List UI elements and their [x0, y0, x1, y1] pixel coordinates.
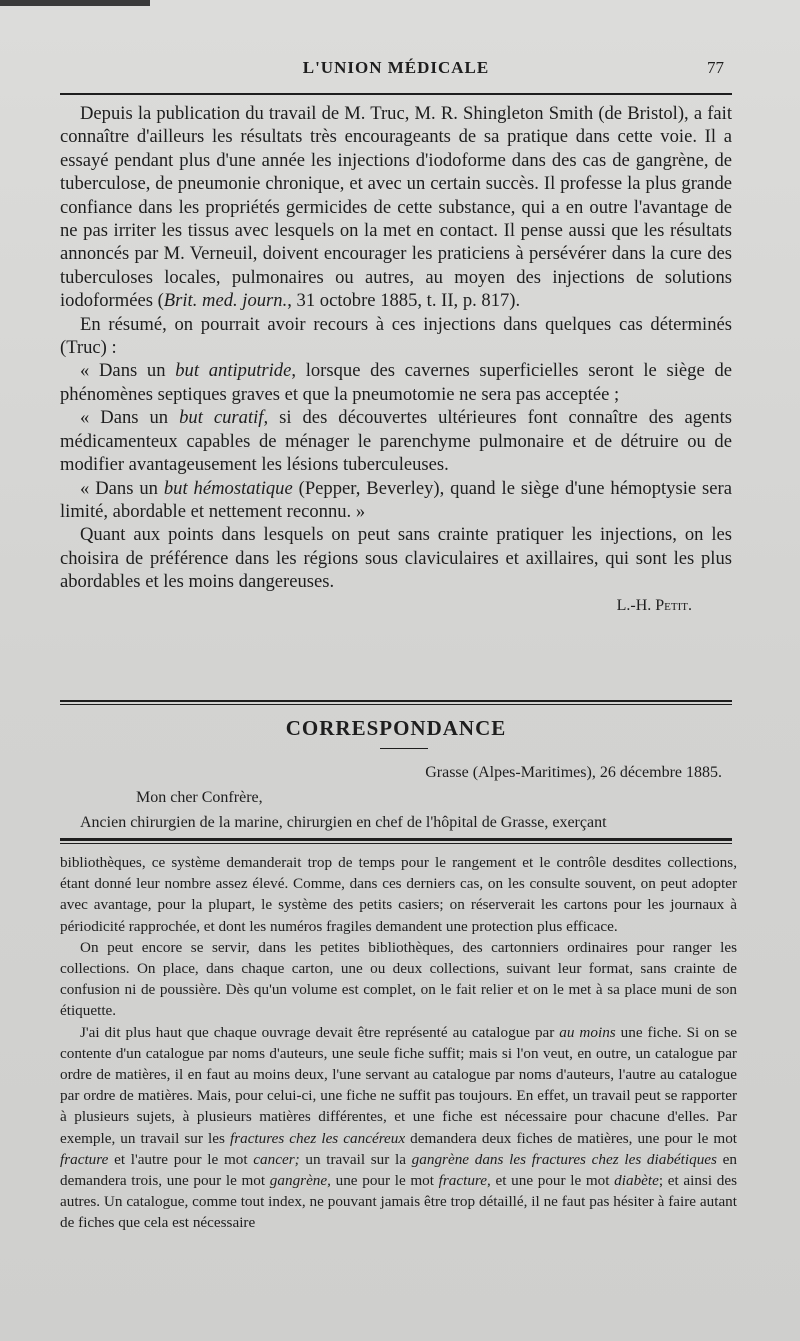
section-title: CORRESPONDANCE	[285, 716, 507, 740]
title-underline	[380, 748, 428, 749]
paragraph: bibliothèques, ce système demanderait trop de temps pour le rangement et le contrôle desdites collections, étant donné leur nombre assez élevé. Comme, dans ces derniers cas, on les consulte souvent, on peut adopter avec avantage, pour la plupart, le système des petits casiers; on réserverait les cartons pour les journaux à périodicité rapprochée, et dont les numéros fragiles demandent une protection plus efficace.	[60, 854, 737, 935]
paragraph: Depuis la publication du travail de M. Truc, M. R. Shingleton Smith (de Bristol), a fait connaître d'ailleurs les résultats très encourageants de sa pratique dans cette voie. Il a essayé pendant plus d'une année les injections d'iodoforme dans des cas de gangrène, de tuberculose, de pneumonie chronique, et avec un certain succès. Il professe la plus grande confiance dans les propriétés germicides de cette substance, qui a en outre l'avantage de ne pas irriter les tissus avec lesquels on la met en contact. Il pense aussi que les résultats annoncés par M. Verneuil, doivent encourager les praticiens à persévérer dans la cure des tuberculoses locales, pulmonaires ou autres, au moyen des injections de solutions iodoformées (Brit. med. journ., 31 octobre 1885, t. II, p. 817).	[60, 103, 732, 312]
paragraph: Quant aux points dans lesquels on peut sans crainte pratiquer les injections, on les choisira de préférence dans les régions sous claviculaires et axillaires, qui sont les plus abordables et les moins dangereuses.	[60, 524, 732, 593]
author-signature: L.-H. Petit.	[616, 596, 692, 614]
letter-opening	[60, 760, 732, 835]
scan-edge-mark	[0, 0, 150, 6]
paragraph: On peut encore se servir, dans les petites bibliothèques, des cartonniers ordinaires pour ranger les collections. On place, dans chaque carton, une ou deux collections, suivant leur format, sans crainte de confusion ni de poussière. Dès qu'un volume est complet, on le fait relier et on le met à sa place muni de son étiquette.	[60, 938, 737, 1020]
paragraph: J'ai dit plus haut que chaque ouvrage devait être représenté au catalogue par au moins une fiche. Si on se contente d'un catalogue par noms d'auteurs, une seule fiche suffit; mais si l'on veut, en outre, un catalogue par ordre de matières, il en faut au moins deux, l'une servant au catalogue par noms d'auteurs, l'autre au catalogue par ordre de matières. Mais, pour celui-ci, une fiche ne suffit pas toujours. En effet, un travail peut se rapporter à plusieurs sujets, à plusieurs matières différentes, et une fiche est nécessaire pour chacune d'elles. Par exemple, un travail sur les fractures chez les cancéreux demandera deux fiches de matières, une pour le mot fracture et l'autre pour le mot cancer; un travail sur la gangrène dans les fractures chez les diabétiques en demandera trois, une pour le mot gangrène, une pour le mot fracture, et une pour le mot diabète; et ainsi des autres. Un catalogue, comme tout index, ne pouvant jamais être trop détaillé, il ne faut pas hésiter à faire autant de fiches que cela est nécessaire	[60, 1023, 738, 1232]
second-article-body	[60, 852, 737, 1234]
paragraph: En résumé, on pourrait avoir recours à ces injections dans quelques cas déterminés (Truc) :	[60, 313, 732, 359]
running-header	[60, 58, 732, 86]
article-body	[60, 102, 732, 617]
letter-place-date: Grasse (Alpes-Maritimes), 26 décembre 1885.	[425, 764, 722, 781]
letter-salutation: Mon cher Confrère,	[136, 789, 263, 806]
page-split-rule-bottom	[60, 843, 732, 844]
section-rule-bottom	[60, 704, 732, 705]
header-rule	[60, 93, 732, 95]
journal-title: L'UNION MÉDICALE	[302, 58, 490, 77]
letter-first-line: Ancien chirurgien de la marine, chirurgien en chef de l'hôpital de Grasse, exerçant	[80, 814, 607, 831]
page-split-rule-top	[60, 838, 732, 841]
paragraph: « Dans un but antiputride, lorsque des cavernes superficielles seront le siège de phénomènes septiques graves et que la pneumotomie ne sera pas acceptée ;	[60, 360, 732, 405]
paragraph: « Dans un but hémostatique (Pepper, Beverley), quand le siège d'une hémoptysie sera limité, abordable et nettement reconnu. »	[60, 477, 732, 522]
paragraph: « Dans un but curatif, si des découvertes ultérieures font connaître des agents médicamenteux capables de ménager le parenchyme pulmonaire et de détruire ou de modifier avantageusement les lésions tuberculeuses.	[60, 407, 732, 476]
citation: Brit. med. journ.	[163, 290, 288, 312]
page-number: 77	[707, 58, 724, 77]
section-rule-top	[60, 700, 732, 702]
